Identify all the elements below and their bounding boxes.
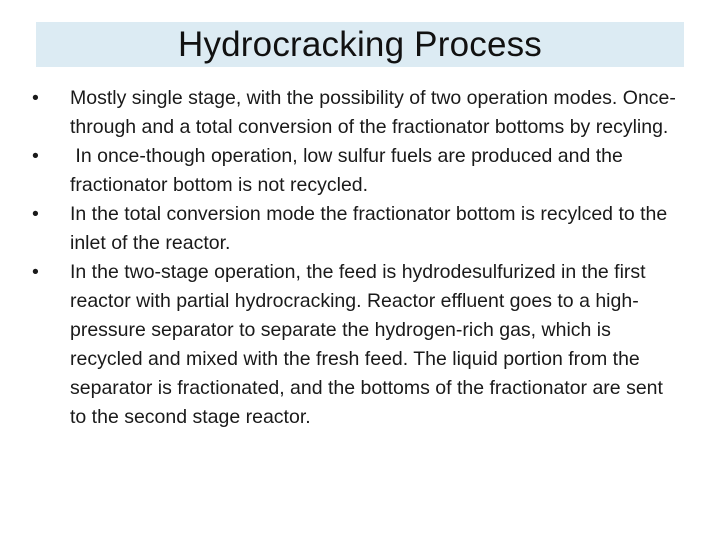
bullet-text-1: Mostly single stage, with the possibility of two operation modes. Once-through and a total conversion of the fractionator bottoms by recyling. (70, 87, 676, 138)
bullet-icon: • (32, 145, 39, 167)
bullet-item-4 (30, 258, 680, 432)
bullet-item-1 (30, 84, 680, 142)
bullet-icon: • (32, 203, 39, 225)
bullet-text-2: In once-though operation, low sulfur fuels are produced and the fractionator bottom is not recycled. (70, 145, 629, 196)
bullet-icon: • (32, 87, 39, 109)
bullet-text-4: In the two-stage operation, the feed is hydrodesulfurized in the first reactor with partial hydrocracking. Reactor effluent goes to a high-pressure separator to separate the hydrogen-rich gas, which is recycled and mixed with the fresh feed. The liquid portion from the separator is fractionated, and the bottoms of the fractionator are sent to the second stage reactor. (70, 261, 669, 428)
bullet-text-3: In the total conversion mode the fractionator bottom is recylced to the inlet of the reactor. (70, 203, 673, 254)
bullet-icon: • (32, 261, 39, 283)
bullet-item-3 (30, 200, 680, 258)
slide-title: Hydrocracking Process (177, 25, 543, 64)
title-banner (36, 22, 684, 67)
bullet-list (30, 84, 680, 432)
bullet-item-2 (30, 142, 680, 200)
